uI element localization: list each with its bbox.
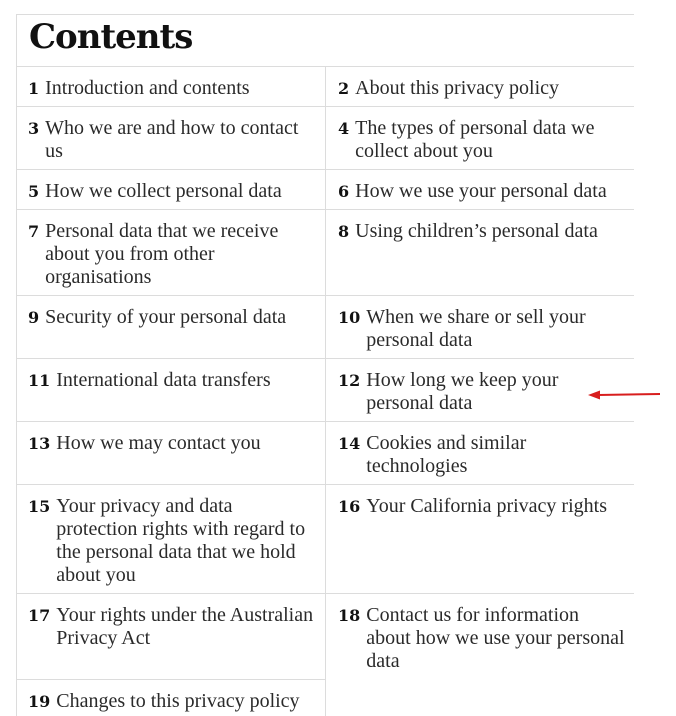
section-link-19[interactable] <box>16 679 326 716</box>
section-link-1[interactable] <box>16 66 326 106</box>
section-title: When we share or sell your personal data <box>366 306 586 351</box>
section-number: 2 <box>338 79 350 98</box>
section-number: 8 <box>338 222 350 241</box>
section-number: 4 <box>338 119 350 138</box>
section-number: 5 <box>28 182 40 201</box>
section-title: Introduction and contents <box>45 77 250 99</box>
contents-grid <box>16 66 634 716</box>
section-number: 6 <box>338 182 350 201</box>
section-link-4[interactable] <box>326 106 634 169</box>
section-title: How we may contact you <box>56 432 261 454</box>
section-number: 12 <box>338 371 361 390</box>
section-link-18[interactable] <box>326 593 634 716</box>
section-link-16[interactable] <box>326 484 634 593</box>
section-link-10[interactable] <box>326 295 634 358</box>
section-title: Changes to this privacy policy <box>56 690 300 712</box>
section-link-15[interactable] <box>16 484 326 593</box>
section-title: Personal data that we receive about you from other organisations <box>45 220 279 288</box>
section-title: Using children’s personal data <box>355 220 598 242</box>
section-link-2[interactable] <box>326 66 634 106</box>
section-link-8[interactable] <box>326 209 634 295</box>
section-title: About this privacy policy <box>355 77 559 99</box>
section-link-13[interactable] <box>16 421 326 484</box>
section-number: 18 <box>338 606 361 625</box>
section-title: How we use your personal data <box>355 180 607 202</box>
section-link-7[interactable] <box>16 209 326 295</box>
contents-heading: Contents <box>29 17 193 57</box>
section-number: 9 <box>28 308 40 327</box>
section-number: 10 <box>338 308 361 327</box>
section-number: 14 <box>338 434 361 453</box>
section-link-6[interactable] <box>326 169 634 209</box>
section-number: 19 <box>28 692 51 711</box>
section-link-9[interactable] <box>16 295 326 358</box>
section-title: Security of your personal data <box>45 306 287 328</box>
section-title: How we collect personal data <box>45 180 282 202</box>
section-number: 7 <box>28 222 40 241</box>
annotation-arrow-icon <box>586 388 662 402</box>
section-number: 3 <box>28 119 40 138</box>
section-link-14[interactable] <box>326 421 634 484</box>
section-title: Who we are and how to contact us <box>45 117 299 162</box>
section-link-3[interactable] <box>16 106 326 169</box>
section-title: How long we keep your personal data <box>366 369 559 414</box>
section-link-5[interactable] <box>16 169 326 209</box>
section-link-17[interactable] <box>16 593 326 679</box>
section-title: Your California privacy rights <box>366 495 607 517</box>
section-number: 13 <box>28 434 51 453</box>
section-number: 17 <box>28 606 51 625</box>
section-title: Contact us for information about how we use your personal data <box>366 604 625 672</box>
section-title: The types of personal data we collect about you <box>355 117 595 162</box>
section-title: International data transfers <box>56 369 271 391</box>
section-link-11[interactable] <box>16 358 326 421</box>
section-number: 15 <box>28 497 51 516</box>
section-number: 1 <box>28 79 40 98</box>
section-number: 11 <box>28 371 51 390</box>
section-title: Your privacy and data protection rights with regard to the personal data that we hold about you <box>56 495 306 586</box>
section-title: Your rights under the Australian Privacy Act <box>56 604 314 649</box>
section-title: Cookies and similar technologies <box>366 432 527 477</box>
section-number: 16 <box>338 497 361 516</box>
